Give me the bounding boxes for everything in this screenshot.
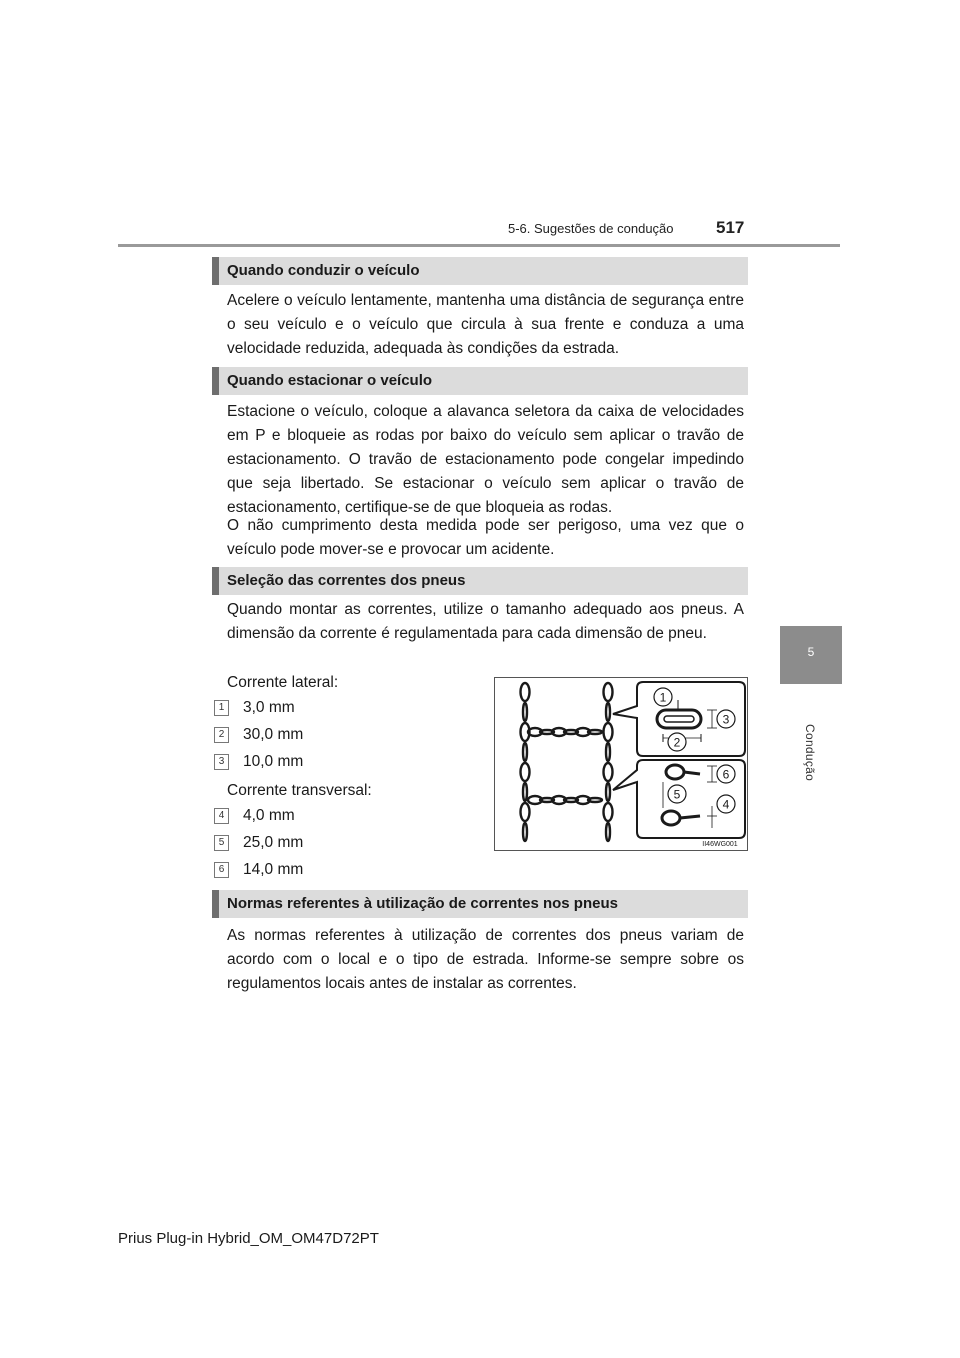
- callout-5: 5: [673, 787, 681, 802]
- spec-value-2: 30,0 mm: [243, 726, 304, 743]
- spec-value-6: 14,0 mm: [243, 861, 304, 878]
- footer-document-id: Prius Plug-in Hybrid_OM_OM47D72PT: [118, 1230, 379, 1247]
- heading-chains: Seleção das correntes dos pneus: [212, 567, 748, 595]
- right-vertical-chain: [604, 683, 613, 841]
- spec-number-2: 2: [214, 727, 229, 743]
- chapter-label: Condução: [803, 724, 817, 782]
- left-vertical-chain: [521, 683, 530, 841]
- spec-value-1: 3,0 mm: [243, 699, 295, 716]
- spec-value-3: 10,0 mm: [243, 753, 304, 770]
- paragraph-chains: Quando montar as correntes, utilize o tamanho adequado aos pneus. A dimensão da corrente é regulamentada para cada dimensão de pneu.: [227, 601, 744, 642]
- spec-number-6: 6: [214, 862, 229, 878]
- spec-number-3: 3: [214, 754, 229, 770]
- spec-value-5: 25,0 mm: [243, 834, 304, 851]
- heading-parking: Quando estacionar o veículo: [212, 367, 748, 395]
- header-rule: [118, 244, 840, 247]
- paragraph-driving: Acelere o veículo lentamente, mantenha uma distância de segurança entre o seu veículo e o veículo que circula à sua frente e conduza a uma velocidade reduzida, adequada às condições da estrada.: [227, 292, 744, 357]
- chapter-tab: [780, 626, 842, 684]
- paragraph-parking-1: Estacione o veículo, coloque a alavanca seletora da caixa de velocidades em P e bloqueie as rodas por baixo do veículo sem aplicar o travão de estacionamento. O travão de estacionamento pode congelar impedindo que seja libertado. Se estacionar o veículo sem aplicar o travão de estacionamento, certifique-se de que bloqueia as rodas.: [227, 403, 744, 516]
- paragraph-parking-2: O não cumprimento desta medida pode ser perigoso, uma vez que o veículo pode mover-se e provocar um acidente.: [227, 517, 744, 558]
- section-title: 5-6. Sugestões de condução: [508, 221, 674, 236]
- spec-number-4: 4: [214, 808, 229, 824]
- cross-chain-label: Corrente transversal:: [227, 782, 372, 799]
- tire-chain-illustration: [495, 678, 747, 850]
- spec-value-4: 4,0 mm: [243, 807, 295, 824]
- figure-code: II46WG001: [702, 841, 738, 848]
- spec-number-1: 1: [214, 700, 229, 716]
- tire-chain-figure: [494, 677, 748, 851]
- callout-6: 6: [722, 767, 730, 782]
- heading-driving: Quando conduzir o veículo: [212, 257, 748, 285]
- callout-2: 2: [673, 735, 681, 750]
- bottom-cross-chain: [528, 796, 602, 804]
- callout-4: 4: [722, 797, 730, 812]
- side-chain-label: Corrente lateral:: [227, 674, 339, 691]
- spec-number-5: 5: [214, 835, 229, 851]
- callout-3: 3: [722, 712, 730, 727]
- top-cross-chain: [528, 728, 602, 736]
- heading-rules: Normas referentes à utilização de correntes nos pneus: [212, 890, 748, 918]
- callout-1: 1: [659, 690, 667, 705]
- paragraph-rules: As normas referentes à utilização de correntes dos pneus variam de acordo com o local e o tipo de estrada. Informe-se sempre sobre os regulamentos locais antes de instalar as correntes.: [227, 927, 744, 992]
- chapter-number: 5: [807, 645, 815, 659]
- page-number: 517: [716, 218, 745, 237]
